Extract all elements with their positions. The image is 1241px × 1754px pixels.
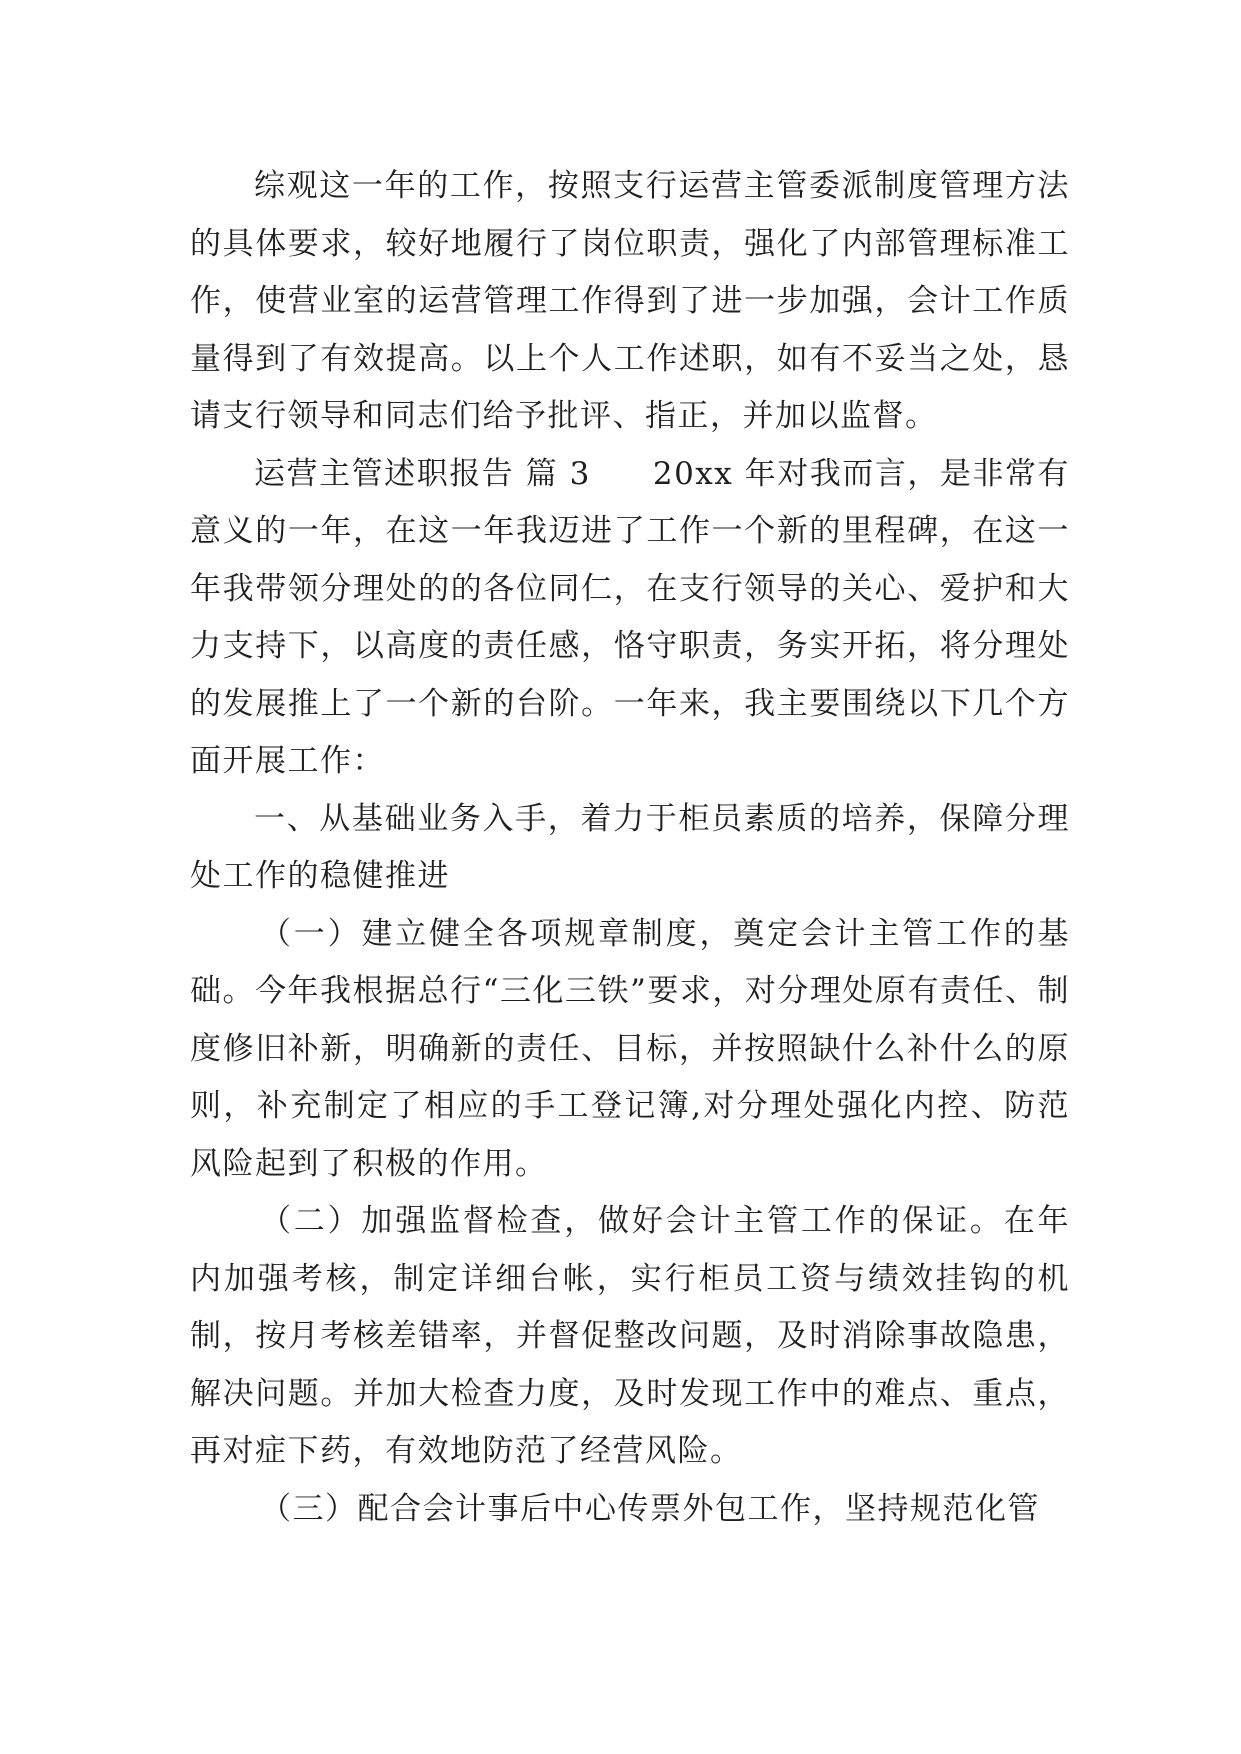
section-intro: 20xx 年对我而言，是非常有意义的一年，在这一年我迈进了工作一个新的里程碑，在这一年我带领分理处的的各位同仁，在支行领导的关心、爱护和大力支持下，以高度的责任感，恪守职责，务实开拓，将分理处的发展推上了一个新的台阶。一年来，我主要围绕以下几个方面开展工作： (190, 455, 1071, 779)
paragraph-point-1: 一、从基础业务入手，着力于柜员素质的培养，保障分理处工作的稳健推进 (190, 800, 1070, 894)
paragraph-section-3 (190, 446, 1070, 791)
section-heading: 运营主管述职报告 篇 3 (254, 455, 591, 492)
document-body (190, 158, 1070, 1538)
paragraph-point-1-1: （一）建立健全各项规章制度，奠定会计主管工作的基础。今年我根据总行“三化三铁”要求，对分理处原有责任、制度修旧补新，明确新的责任、目标，并按照缺什么补什么的原则，补充制定了相应的手工登记簿,对分理处强化内控、防范风险起到了积极的作用。 (190, 915, 1070, 1182)
paragraph-point-1-2: （二）加强监督检查，做好会计主管工作的保证。在年内加强考核，制定详细台帐，实行柜员工资与绩效挂钩的机制，按月考核差错率，并督促整改问题，及时消除事故隐患，解决问题。并加大检查力度，及时发现工作中的难点、重点，再对症下药，有效地防范了经营风险。 (190, 1203, 1070, 1469)
paragraph-point-1-3: （三）配合会计事后中心传票外包工作，坚持规范化管 (260, 1490, 1040, 1527)
paragraph-summary: 综观这一年的工作，按照支行运营主管委派制度管理方法的具体要求，较好地履行了岗位职责，强化了内部管理标准工作，使营业室的运营管理工作得到了进一步加强，会计工作质量得到了有效提高。以上个人工作述职，如有不妥当之处，恳请支行领导和同志们给予批评、指正，并加以监督。 (190, 168, 1070, 434)
